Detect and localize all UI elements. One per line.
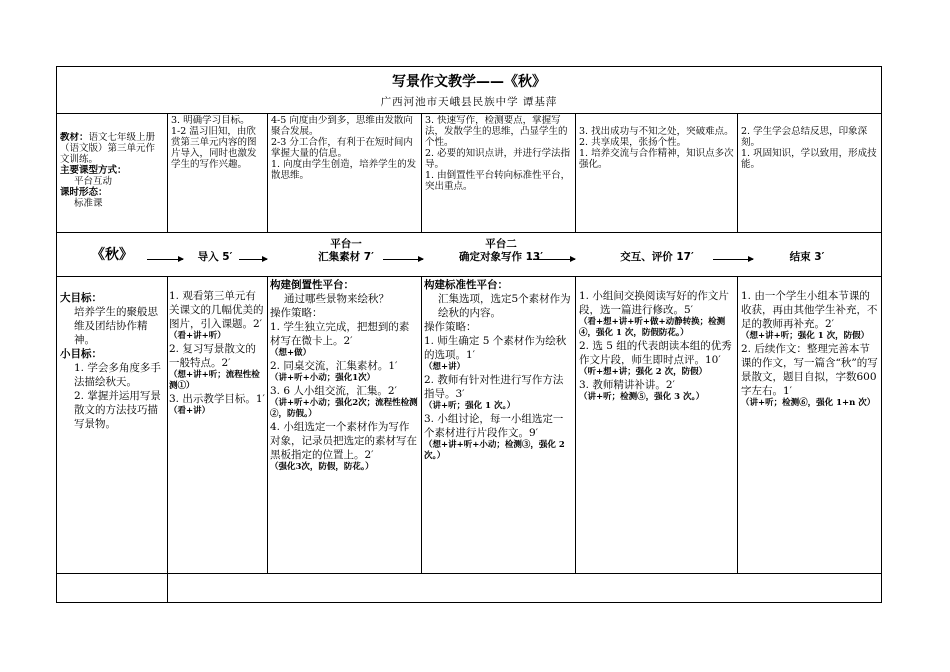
platform2-label: 平台二 [485, 238, 517, 250]
table-col-rule [575, 113, 576, 232]
intro-step-1: 1. 观看第三单元有关课文的几幅优美的图片，引入课题。2′ [169, 290, 264, 330]
intro-step-1-note: （看+讲+听） [169, 331, 226, 341]
p2-purpose-a: 3. 快速写作，检测要点，掌握写法，发散学生的思维，凸显学生的个性。 [425, 115, 568, 148]
platform1-step-3: 3. 6 人小组交流，汇集。2′ [270, 385, 397, 397]
minor-goal-2: 2. 掌握并运用写景散文的方法技巧描写景物。 [74, 390, 161, 430]
platform2-heading: 构建标准性平台： [424, 279, 508, 291]
interaction-step-1-note: （看+想+讲+听+做+动静转换；检测④，强化 1 次，防假防花。） [579, 317, 726, 338]
table-rule-4 [57, 573, 881, 574]
int-purpose-b: 2. 共享成果，张扬个性。 [579, 137, 687, 148]
flow-step-platform1 [271, 238, 421, 264]
p2-purpose-b: 2. 必要的知识点讲，并进行学法指导。 [425, 148, 571, 170]
table-col-rule [575, 276, 576, 573]
platform1-step-1-note: （想+做） [270, 348, 312, 358]
bottom-cell-interaction-steps [579, 289, 735, 403]
platform1-strategy-label: 操作策略： [270, 307, 323, 319]
table-col-rule [421, 113, 422, 232]
flow-lesson-title: 《秋》 [91, 247, 133, 263]
interaction-step-1: 1. 小组间交换阅读写好的作文片段，选一篇进行修改。5′ [579, 290, 729, 316]
p2-purpose-c: 1. 由倒置性平台转向标准性平台，突出重点。 [425, 170, 571, 192]
label-lesson-type: 主要课型方式： [60, 165, 127, 176]
flow-step-closing: 结束 3′ [789, 251, 825, 263]
top-cell-platform2-purpose [425, 115, 573, 192]
bottom-cell-intro-steps [169, 289, 265, 417]
end-purpose-a: 2. 学生学会总结反思，印象深刻。 [741, 126, 868, 148]
table-col-rule [267, 113, 268, 232]
table-col-rule [737, 276, 738, 573]
p1-purpose-a: 4-5 向度由少到多，思维由发散向聚合发展。 [271, 115, 413, 137]
interaction-step-3: 3. 教师精讲补讲。2′ [579, 379, 675, 391]
materials-text: 语文七年级上册（语文版）第三单元作文训练。 [60, 132, 156, 165]
closing-step-2-note: （讲+听；检测⑥，强化 1+n 次） [741, 398, 876, 408]
interaction-step-2: 2. 选 5 组的代表朗读本组的优秀作文片段，师生即时点评。10′ [579, 340, 732, 366]
platform2-question: 汇集选项，选定5个素材作为绘秋的内容。 [438, 293, 571, 319]
top-cell-materials [60, 132, 164, 209]
major-goal-text: 培养学生的聚般思维及团结协作精神。 [74, 306, 158, 346]
platform1-step-3-note: （讲+听+小动；强化2次；流程性检测②，防假。） [270, 398, 418, 419]
platform1-question: 通过哪些景物来绘秋？ [284, 293, 389, 305]
top-cell-platform1-purpose [271, 115, 419, 181]
platform2-step-3-note: （想+讲+听+小动；检测③，强化 2 次。） [424, 440, 565, 461]
top-cell-interaction-purpose [579, 126, 735, 170]
label-materials: 教材： [60, 132, 89, 143]
bottom-cell-goals [60, 291, 164, 431]
lesson-type-value: 平台互动 [74, 176, 113, 187]
lesson-form-value: 标准课 [74, 198, 103, 209]
intro-step-3-note: （看+讲） [169, 406, 211, 416]
label-lesson-form: 课时形态： [60, 187, 108, 198]
bottom-cell-platform2-steps [424, 278, 573, 462]
flow-arrow [713, 259, 753, 260]
platform2-step-1-note: （想+讲） [424, 362, 466, 372]
p1-purpose-c: 1. 向度由学生创造，培养学生的发散思维。 [271, 159, 417, 181]
intro-step-2-note: （想+讲+听；流程性检测①） [169, 370, 260, 391]
table-rule-2 [57, 232, 881, 233]
table-col-rule [167, 276, 168, 603]
flow-arrow [147, 259, 183, 260]
platform2-step-3: 3. 小组讨论，每一小组选定一个素材进行片段作文。9′ [424, 413, 564, 439]
closing-step-2: 2. 后续作文：整理完善本节课的作文，写一篇含“秋”的写景散文，题目自拟，字数600字左右。1′ [741, 343, 878, 397]
table-col-rule [167, 113, 168, 232]
platform1-step-2: 2. 同桌交流，汇集素材。1′ [270, 360, 398, 372]
flow-step-intro: 导入 5′ [197, 251, 233, 263]
bottom-cell-closing-steps [741, 289, 879, 409]
end-purpose-b: 1. 巩固知识，学以致用，形成技能。 [741, 148, 877, 170]
document-title: 写景作文教学——《秋》 [392, 74, 546, 90]
interaction-step-2-note: （听+想+讲；强化 2 次，防假） [579, 367, 708, 377]
table-rule-1 [57, 113, 881, 114]
platform1-step-2-note: （讲+听+小动；强化1次） [270, 373, 376, 383]
document-subtitle: 广西河池市天峨县民族中学 谭基萍 [380, 96, 558, 108]
interaction-step-3-note: （讲+听；检测⑤，强化 3 次。） [579, 392, 705, 402]
flow-step-interaction: 交互、评价 17′ [620, 251, 694, 263]
table-col-rule [267, 276, 268, 573]
flow-arrow [239, 259, 267, 260]
table-col-rule [737, 113, 738, 232]
minor-goal-label: 小目标： [60, 348, 102, 360]
top-cell-closing-purpose [741, 126, 879, 170]
platform1-heading: 构建倒置性平台： [270, 279, 354, 291]
platform1-label: 平台一 [330, 238, 362, 250]
platform1-step-4: 4. 小组选定一个素材作为写作对象，记录员把选定的素材写在黑板指定的位置上。2′ [270, 421, 417, 461]
intro-step-2: 2. 复习写景散文的一般特点。2′ [169, 343, 256, 369]
platform2-task: 确定对象写作 13′ [458, 251, 544, 263]
table-rule-3 [57, 276, 881, 277]
top-cell-intro-purpose [171, 115, 265, 170]
platform1-task: 汇集素材 7′ [318, 251, 374, 263]
bottom-cell-platform1-steps [270, 278, 419, 473]
int-purpose-c: 1. 培养交流与合作精神，知识点多次强化。 [579, 148, 734, 170]
intro-step-3: 3. 出示教学目标。1′ [169, 393, 265, 405]
intro-purpose-3: 3. 明确学习目标。 [171, 115, 250, 126]
closing-step-1-note: （想+讲+听；强化 1 次，防假） [741, 331, 870, 341]
flow-step-platform2 [423, 238, 579, 264]
intro-purpose-1: 1-2 温习旧知，由欣赏第三单元内容的图片导入，同时也激发学生的写作兴趣。 [171, 126, 257, 170]
closing-step-1: 1. 由一个学生小组本节课的收获，再由其他学生补充，不足的教师再补充。2′ [741, 290, 878, 330]
flow-arrow [533, 259, 575, 260]
platform2-strategy-label: 操作策略： [424, 321, 477, 333]
flow-arrow [383, 259, 423, 260]
lesson-plan-table [56, 66, 882, 603]
platform1-step-4-note: （强化3次，防假，防花。） [270, 462, 374, 472]
int-purpose-a: 3. 找出成功与不知之处，突破难点。 [579, 126, 734, 137]
platform1-step-1: 1. 学生独立完成，把想到的素材写在微卡上。2′ [270, 321, 410, 347]
platform2-step-2-note: （讲+听；强化 1 次。） [424, 401, 516, 411]
major-goal-label: 大目标： [60, 292, 102, 304]
minor-goal-1: 1. 学会多角度多手法描绘秋天。 [74, 362, 161, 388]
p1-purpose-b: 2-3 分工合作，有利于在短时间内掌握大量的信息。 [271, 137, 413, 159]
table-col-rule [421, 276, 422, 573]
platform2-step-2: 2. 教师有针对性进行写作方法指导。3′ [424, 374, 564, 400]
platform2-step-1: 1. 师生确定 5 个素材作为绘秋的选项。1′ [424, 335, 567, 361]
